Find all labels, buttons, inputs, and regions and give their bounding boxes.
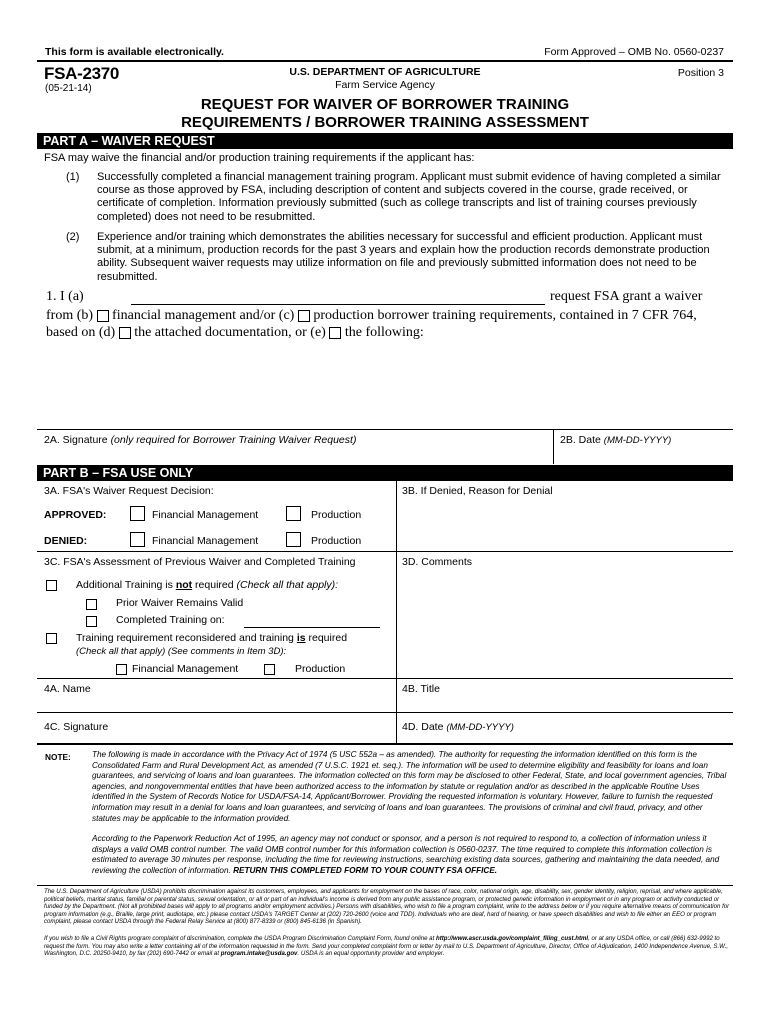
date-2b-label [560,434,671,446]
complaint-post: . USDA is an equal opportunity provider and employer. [297,950,445,957]
reconsidered-label [76,632,347,644]
agency-name: Farm Service Agency [335,79,435,91]
denied-financial-checkbox[interactable] [130,532,145,547]
additional-pre: Additional Training is [76,579,176,591]
note-label: NOTE: [45,752,71,762]
q4c-label: 4C. Signature [44,721,109,733]
form-date: (05-21-14) [45,83,92,94]
part-b-heading: PART B – FSA USE ONLY [37,465,733,481]
paperwork-text: According to the Paperwork Reduction Act of 1995, an agency may not conduct or sponsor, and a person is not required to respond to, a collection of information unless it displays a valid OMB control number. The valid OMB control number for this information collection is 0560-0237. The time required to complete this information collection is estimated to average 30 minutes per response, including the time for reviewing instructions, searching existing data sources, gathering and maintaining the data needed, and reviewing the collection of information. [92,834,720,875]
denied-production-checkbox[interactable] [286,532,301,547]
complaint-email-link[interactable]: program.intake@usda.gov [220,950,298,957]
applicant-name-field[interactable] [131,304,545,305]
reconsidered-pre: Training requirement reconsidered and training [76,632,297,644]
signature-2a-note: (only required for Borrower Training Waiver Request) [110,434,357,446]
additional-not: not [175,579,193,591]
prior-waiver-checkbox[interactable] [86,599,97,610]
item1-text: Successfully completed a financial management training program. Applicant must submit evidence of having completed a similar course as those approved by FSA, including description of content and subjects covered in the course, grade received, or certificate of completion. Information previously submitted (such as college transcripts and list of training courses previously completed) does not need to be resubmitted. [97,171,721,223]
approved-financial-checkbox[interactable] [130,506,145,521]
item2-text: Experience and/or training which demonstrates the abilities necessary for successful and efficient production. Applicant must submit, at a minimum, production records for the past 3 years and explain how the production records demonstrate production ability. Subsequent waiver requests may utilize information on file and previously submitted information does not need to be resubmitted. [97,231,710,283]
explanation-area[interactable] [46,345,728,425]
q3d-label: 3D. Comments [402,556,473,568]
approved-financial-label: Financial Management [152,509,259,521]
civil-rights-complaint [44,935,730,958]
item1-number: (1) [66,171,80,183]
reconsidered-financial-label: Financial Management [132,663,239,675]
name-field[interactable] [100,683,390,697]
q1-following-text: the following: [344,325,424,340]
q4b-label: 4B. Title [402,683,440,695]
q1-from: from (b) [46,308,94,323]
date-2b-text: 2B. Date [560,434,601,446]
q1-production-text: production borrower training requirements, contained in 7 CFR 764, [313,308,697,323]
complaint-pre: If you wish to file a Civil Rights program complaint of discrimination, complete the USDA Program Discrimination Complaint Form, found online at [44,935,436,942]
approved-production-checkbox[interactable] [286,506,301,521]
production-checkbox[interactable] [298,310,310,322]
electronic-availability-note: This form is available electronically. [45,46,224,58]
denied-label: DENIED: [44,535,88,547]
form-title-line1: REQUEST FOR WAIVER OF BORROWER TRAINING [200,96,570,113]
additional-training-label [76,579,338,591]
completed-training-date-field[interactable] [244,627,380,628]
return-form-instruction: RETURN THIS COMPLETED FORM TO YOUR COUNTY FSA OFFICE. [233,865,498,875]
denial-reason-field[interactable] [402,500,728,550]
q4d-note: (MM-DD-YYYY) [446,722,514,733]
completed-training-label: Completed Training on: [116,614,225,626]
denied-financial-label: Financial Management [152,535,259,547]
attached-documentation-checkbox[interactable] [119,327,131,339]
row-3c-rule [37,551,733,552]
q1-financial-text: financial management and/or (c) [112,308,295,323]
signature-2a-text: 2A. Signature [44,434,108,446]
comments-field[interactable] [402,572,728,677]
q3a-label: 3A. FSA's Waiver Request Decision: [44,485,214,497]
q4a-label: 4A. Name [44,683,91,695]
date-2b-field[interactable] [560,448,728,462]
additional-training-checkbox-wrap [46,578,57,596]
footer-rule [37,885,733,886]
note-top-rule [37,743,733,745]
q1-line2 [46,308,697,324]
q1-based: based on (d) [46,325,116,340]
financial-checkbox[interactable] [97,310,109,322]
additional-training-checkbox[interactable] [46,580,57,591]
reconsidered-post: required [305,632,348,644]
additional-check: (Check all that apply): [236,579,339,591]
approved-production-label: Production [311,509,362,521]
q1-prefix-text: 1. I (a) [46,289,84,304]
additional-post: required [192,579,237,591]
prior-waiver-label: Prior Waiver Remains Valid [116,597,244,609]
sig-row-divider [553,429,554,464]
q1-line3 [46,325,424,341]
sig-row-top-rule [37,429,733,430]
q4d-label [402,721,514,733]
date-4d-field[interactable] [530,721,728,735]
reconsidered-checkbox-wrap [46,631,57,649]
complaint-mid: , or at any USDA office, or call (866) 632-9992 to request the form. You may also write a letter containing all of the information requested in the form. Send your completed complaint form or letter by mail to U.S. Department of Agriculture, Director, Office of Adjudication, 1400 Independence Avenue, S.W., Washington, D.C. 20250-9410, by fax (202) 690-7442 or email at [44,935,729,957]
prior-waiver-checkbox-wrap [86,597,97,615]
paperwork-note [92,834,728,876]
q1-suffix: request FSA grant a waiver [550,289,703,304]
denied-financial-checkbox-wrap [130,531,145,549]
privacy-act-note: The following is made in accordance with the Privacy Act of 1974 (5 USC 552a – as amended). The authority for requesting the information identified on this form is the Consolidated Farm and Rural Development Act, as amended (7 U.S.C. 1921 et. seq.). The information will be used to determine eligibility and feasibility for loans and loan guarantees, and servicing of loans and loan guarantees. The information collected on this form may be disclosed to other Federal, State, and local government agencies, Tribal agencies, and nongovernmental entities that have been authorized access to the information by statute or regulation and/or as described in the applicable Routine Uses identified in the System of Records Notice for USDA/FSA-14, Applicant/Borrower. Providing the requested information is voluntary. However, failure to furnish the requested information may result in a denial for loans and loan guarantees, and servicing of loans and loan guarantees. The provisions of criminal and civil fraud, privacy, and other statutes may be applicable to the information provided. [92,750,727,823]
signature-2a-label [44,434,356,446]
reconsidered-checkbox[interactable] [46,633,57,644]
reconsidered-is: is [296,632,306,644]
completed-training-checkbox-wrap [86,614,97,632]
row-4a-rule [37,678,733,679]
approved-financial-checkbox-wrap [130,505,145,523]
part-a-heading: PART A – WAIVER REQUEST [37,133,733,149]
nondiscrimination-statement: The U.S. Department of Agriculture (USDA) prohibits discrimination against its customers, employees, and applicants for employment on the bases of race, color, national origin, age, disability, sex, gender identity, religion, reprisal, and where applicable, political beliefs, marital status, familial or parental status, sexual orientation, or all or part of an individual's income is derived from any public assistance program, or protected genetic information in employment or in any program or activity conducted or funded by the Department. (Not all prohibited bases will apply to all programs and/or employment activities.) Persons with disabilities, who wish to file a program complaint, write to the address below or if you require alternative means of communication for program information (e.g., Braille, large print, audiotape, etc.) please contact USDA's TARGET Center at (202) 720-2600 (voice and TDD). Individuals who are deaf, hard of hearing, or have speech disabilities and wish to file either an EEO or program complaint, please contact USDA through the Federal Relay Service at (800) 877-8339 or (800) 845-6136 (in Spanish). [44,888,730,925]
signature-2a-field[interactable] [44,448,549,462]
form-number: FSA-2370 [44,64,120,83]
form-title-line2: REQUIREMENTS / BORROWER TRAINING ASSESSMENT [181,114,589,131]
check-comments-note: (Check all that apply) (See comments in Item 3D): [76,646,287,657]
part-b-divider [396,481,397,743]
reconsidered-production-checkbox[interactable] [264,664,275,675]
following-checkbox[interactable] [329,327,341,339]
denied-production-label: Production [311,535,362,547]
date-2b-note: (MM-DD-YYYY) [603,435,672,446]
approved-production-checkbox-wrap [286,505,301,523]
reconsidered-production-label: Production [295,663,346,675]
approved-label: APPROVED: [44,509,107,521]
reconsidered-financial-checkbox[interactable] [116,664,127,675]
denied-production-checkbox-wrap [286,531,301,549]
item2-number: (2) [66,231,80,243]
title-field[interactable] [440,683,728,697]
q1-prefix [46,289,84,305]
q3b-label: 3B. If Denied, Reason for Denial [402,485,553,497]
q3c-label: 3C. FSA's Assessment of Previous Waiver and Completed Training [44,556,356,568]
position-label: Position 3 [677,67,724,79]
header-rule [37,60,733,62]
signature-4c-field[interactable] [124,721,390,735]
row-4c-rule [37,712,733,713]
department-name: U.S. DEPARTMENT OF AGRICULTURE [289,66,481,78]
q1-attached-text: the attached documentation, or (e) [134,325,326,340]
omb-approval: Form Approved – OMB No. 0560-0237 [544,46,724,58]
part-a-intro: FSA may waive the financial and/or production training requirements if the applicant has: [44,152,475,164]
q4d-text: 4D. Date [402,721,444,733]
completed-training-checkbox[interactable] [86,616,97,627]
complaint-url-link[interactable]: http://www.ascr.usda.gov/complaint_filing_cust.html [435,935,589,942]
